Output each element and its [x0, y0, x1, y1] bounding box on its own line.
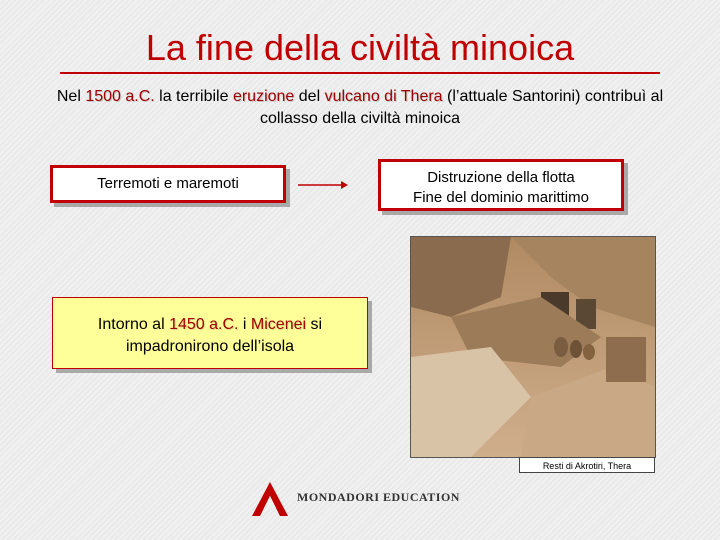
ruins-image: [411, 237, 655, 457]
intro-part1: Nel: [56, 88, 86, 105]
intro-part3: del: [294, 88, 325, 105]
mondadori-logo-icon: [250, 480, 290, 518]
intro-volcano: vulcano di Thera: [324, 88, 443, 105]
conquest-part1: Intorno al: [97, 316, 170, 333]
conquest-box: [52, 297, 368, 369]
arrow-right-icon: [298, 179, 348, 191]
title-divider: [60, 72, 660, 74]
conquest-part2: i: [238, 316, 251, 333]
cause-box: Terremoti e maremoti: [50, 165, 286, 203]
photo-caption: Resti di Akrotiri, Thera: [519, 457, 655, 473]
intro-date: 1500 a.C.: [85, 88, 155, 105]
conquest-date: 1450 a.C.: [169, 316, 239, 333]
slide-title: La fine della civiltà minoica: [145, 27, 575, 68]
intro-eruption: eruzione: [232, 88, 295, 105]
effect-line2: Fine del dominio marittimo: [413, 189, 589, 206]
intro-part2: la terribile: [154, 88, 233, 105]
conquest-part3: si impadronirono dell’isola: [125, 316, 323, 355]
publisher-name: MONDADORI EDUCATION: [297, 490, 460, 504]
akrotiri-photo: [410, 236, 656, 458]
conquest-people: Micenei: [250, 316, 307, 333]
effect-box: [378, 159, 624, 211]
intro-part4: (l’attuale Santorini) contribuì al collasso della civiltà minoica: [259, 88, 664, 127]
intro-text: [30, 86, 690, 130]
effect-line1: Distruzione della flotta: [427, 169, 575, 186]
